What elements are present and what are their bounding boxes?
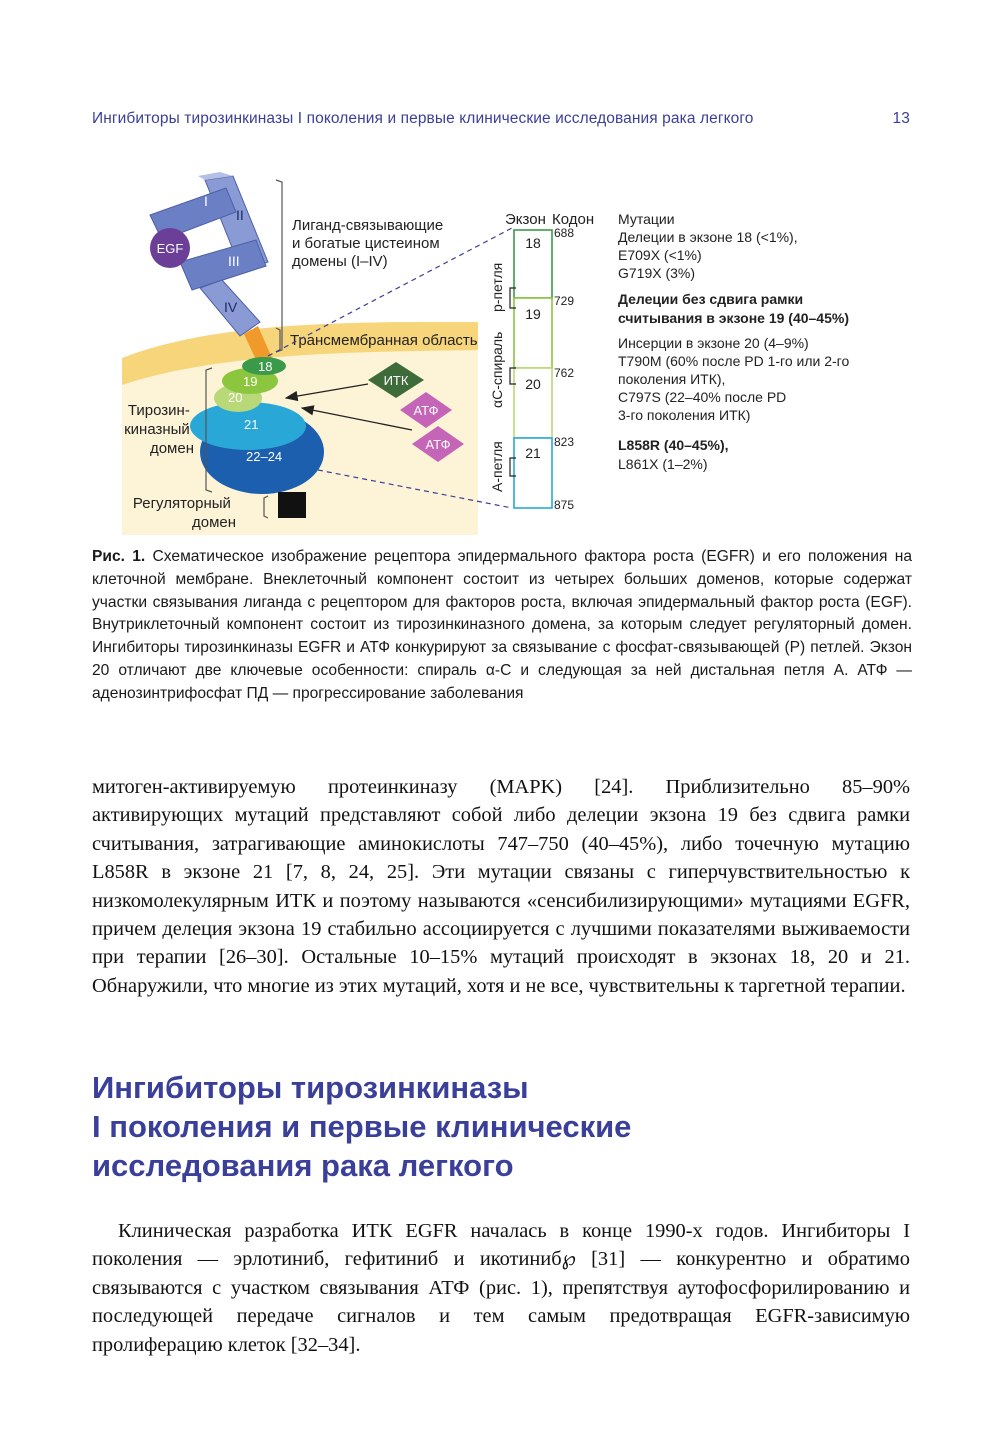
kinase-22-24-label: 22–24: [246, 449, 283, 464]
caption-label: Рис. 1.: [92, 548, 146, 565]
a-loop-label: A-петля: [489, 441, 505, 492]
mutations-exon21: L861X (1–2%): [618, 456, 708, 472]
codon-729: 729: [554, 294, 575, 308]
body-paragraph-1: митоген-активируемую протеинкиназу (MAPK) [24]. Приблизительно 85–90% активирующих мутаций представляют собой либо делеции экзона 19 без сдвига рамки считывания, затрагивающие аминокислоты 747–750 (40–45%), либо точечную мутацию L858R в экзоне 21 [7, 8, 24, 25]. Эти мутации связаны с гиперчувствительностью к низкомолекулярным ИТК и поэтому называются «сенсибилизирующими» мутациями EGFR, причем делеция экзона 19 стабильно ассоциируется с лучшими показателями выживаемости при терапии [26–30]. Остальные 10–15% мутаций происходят в экзонах 18, 20 и 21. Обнаружили, что многие из этих мутаций, хотя и не все, чувствительны к таргетной терапии.: [92, 776, 910, 997]
exon-19-label: 19: [525, 306, 541, 322]
section-title-line-1: Ингибиторы тирозинкиназы: [92, 1070, 529, 1105]
kinase-20-label: 20: [228, 390, 243, 405]
mutations-title: Мутации: [618, 211, 675, 227]
figure-caption: [92, 546, 912, 706]
svg-text:ИТК: ИТК: [383, 373, 409, 388]
ligand-bracket: [276, 180, 282, 352]
egf-label: EGF: [156, 241, 184, 256]
running-title: Ингибиторы тирозинкиназы I поколения и первые клинические исследования рака легкого: [92, 110, 754, 127]
kinase-18-label: 18: [258, 359, 273, 374]
domain-I-label: I: [204, 193, 208, 209]
exon-21-label: 21: [525, 445, 541, 461]
codon-762: 762: [554, 366, 575, 380]
section-title-line-2: I поколения и первые клинические: [92, 1109, 632, 1144]
ligand-label: Лиганд-связывающие и богатые цистеином домены (I–IV): [292, 217, 444, 270]
col-codon-header: Кодон: [552, 211, 595, 228]
exon-18-label: 18: [525, 235, 541, 251]
section-title: [92, 1068, 912, 1185]
regulatory-domain: [278, 492, 306, 518]
caption-text: Схематическое изображение рецептора эпидермального фактора роста (EGFR) и его положения на клеточной мембране. Внеклеточный компонент состоит из четырех больших доменов, которые содержат участки связывания лиганда с рецептором для факторов роста, включая эпидермальный фактор роста (EGF). Внутриклеточный компонент состоит из тирозинкиназного домена, за которым следует регуляторный домен. Ингибиторы тирозинкиназы EGFR и АТФ конкурируют за связывание с фосфат-связывающей (P) петлей. Экзон 20 отличают две ключевые особенности: спираль α-C и следующая за ней дистальная петля A. АТФ — аденозинтрифосфат ПД — прогрессирование заболевания: [92, 548, 912, 702]
domain-IV: [200, 280, 260, 336]
egfr-figure: [0, 0, 1000, 540]
codon-823: 823: [554, 435, 575, 449]
col-exon-header: Экзон: [505, 211, 546, 228]
page-number: 13: [892, 110, 910, 127]
mutations-exon18: Делеции в экзоне 18 (<1%), E709X (<1%) G719X (3%): [618, 229, 798, 281]
exon-20-label: 20: [525, 376, 541, 392]
mutations-exon21-bold: L858R (40–45%),: [618, 437, 729, 453]
body-paragraph-2: Клиническая разработка ИТК EGFR началась в конце 1990-х годов. Ингибиторы I поколения — эрлотиниб, гефитиниб и икотиниб℘ [31] — конкурентно и обратимо связываются с участком связывания АТФ (рис. 1), препятствуя аутофосфорилированию и последующей передаче сигналов и тем самым предотвращая EGFR-зависимую пролиферацию клеток [32–34].: [92, 1220, 910, 1356]
codon-688: 688: [554, 226, 575, 240]
section-title-line-3: исследования рака легкого: [92, 1148, 514, 1183]
mutations-exon19: Делеции без сдвига рамки считывания в экзоне 19 (40–45%): [618, 291, 849, 326]
kinase-label: Тирозин- киназный домен: [124, 402, 194, 457]
kinase-21-label: 21: [244, 417, 259, 432]
p-loop-label: p-петля: [489, 262, 505, 312]
transmembrane-label: Трансмембранная область: [290, 332, 478, 349]
ac-helix-label: αC-спираль: [489, 331, 505, 408]
domain-III-label: III: [228, 253, 240, 269]
domain-IV-label: IV: [224, 299, 238, 315]
kinase-19-label: 19: [243, 374, 258, 389]
domain-II-label: II: [236, 207, 244, 223]
codon-875: 875: [554, 498, 575, 512]
svg-text:АТФ: АТФ: [413, 403, 439, 418]
mutations-exon20: Инсерции в экзоне 20 (4–9%) T790M (60% после PD 1-го или 2-го поколения ИТК), C797S (22–40% после PD 3-го поколения ИТК): [618, 335, 850, 423]
regulatory-label: Регуляторный домен: [132, 495, 237, 531]
svg-text:АТФ: АТФ: [425, 437, 451, 452]
